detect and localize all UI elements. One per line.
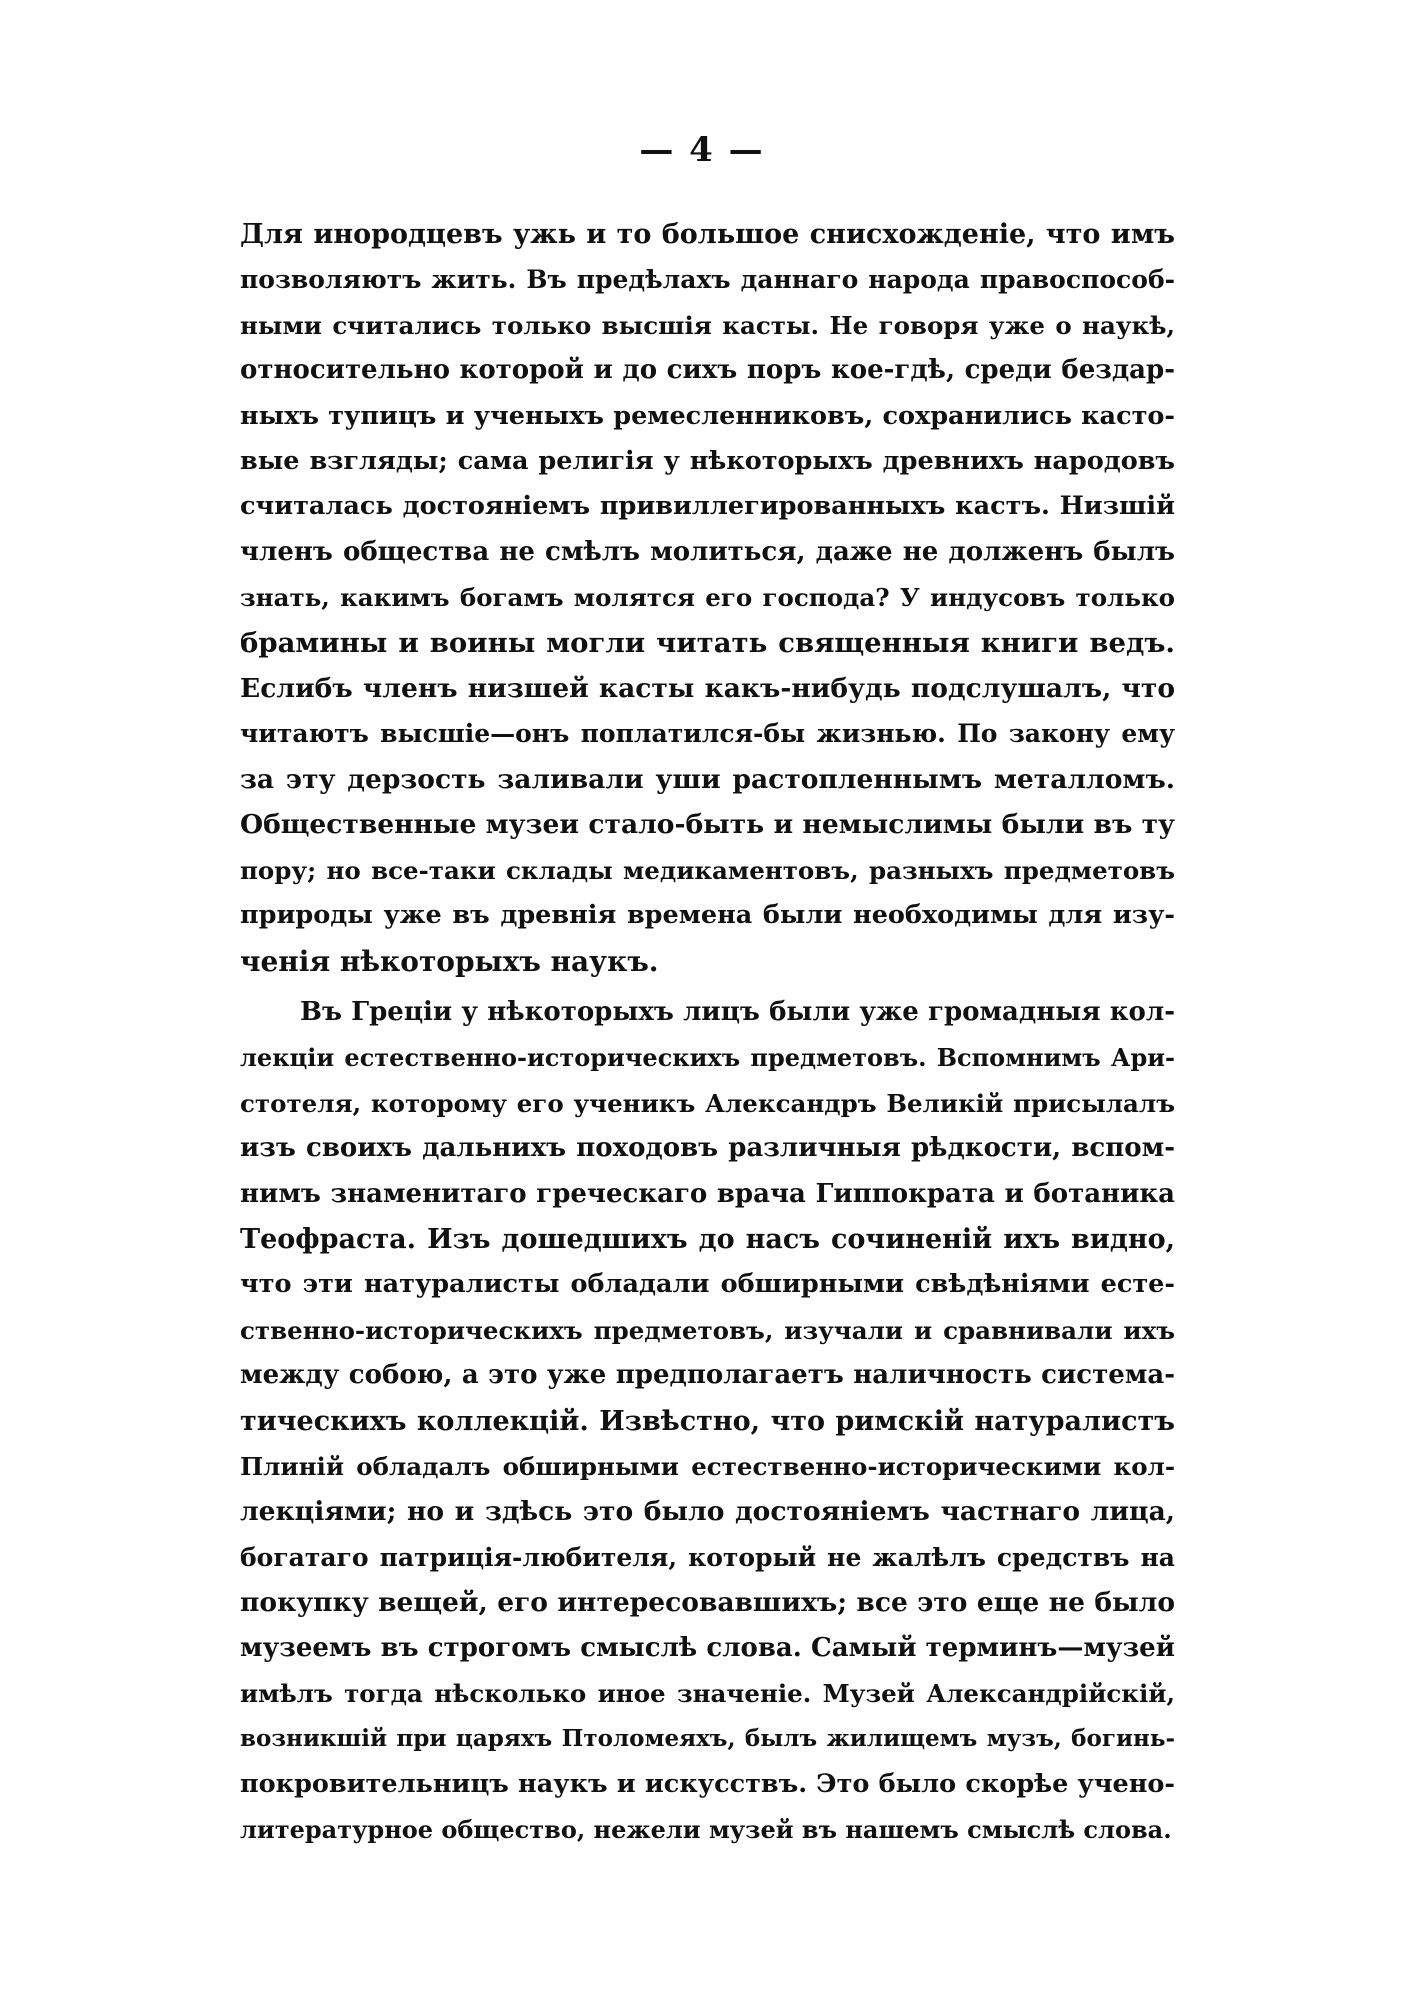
text-line: Для инородцевъ ужь и то большое снисхожденіе, что имъ [240, 219, 1175, 250]
page-number: — 4 — [639, 130, 765, 170]
text-line: имѣлъ тогда нѣсколько иное значеніе. Музей Александрійскій, [240, 1679, 1175, 1708]
text-line: Плиній обладалъ обширными естественно-историческими кол- [240, 1451, 1175, 1481]
text-line: нимъ знаменитаго греческаго врача Гиппократа и ботаника [240, 1178, 1175, 1209]
text-line: пору; но все-таки склады медикаментовъ, разныхъ предметовъ [240, 855, 1175, 885]
text-line: тическихъ коллекцій. Извѣстно, что римскій натуралистъ [240, 1405, 1175, 1437]
text-line: ственно-историческихъ предметовъ, изучали и сравнивали ихъ [240, 1315, 1175, 1345]
text-line: между собою, а это уже предполагаетъ наличность система- [240, 1360, 1175, 1391]
text-line: брамины и воины могли читать священныя книги ведъ. [240, 626, 1175, 659]
text-line: считалась достояніемъ привиллегированныхъ кастъ. Низшій [240, 491, 1175, 522]
text-line: покровительницъ наукъ и искусствъ. Это было скорѣе учено- [240, 1768, 1175, 1799]
text-line: изъ своихъ дальнихъ походовъ различныя рѣдкости, вспом- [240, 1133, 1175, 1164]
text-line: вые взгляды; сама религія у нѣкоторыхъ древнихъ народовъ [240, 446, 1175, 477]
text-line: знать, какимъ богамъ молятся его господа? У индусовъ только [240, 583, 1175, 613]
text-line: природы уже въ древнія времена были необходимы для изу- [240, 900, 1175, 931]
text-line: лекціи естественно-историческихъ предметовъ. Вспомнимъ Ари- [240, 1043, 1175, 1073]
text-line: покупку вещей, его интересовавшихъ; все это еще не было [240, 1587, 1175, 1619]
text-line: стотеля, которому его ученикъ Александръ Великій присылалъ [240, 1088, 1175, 1118]
text-line: читаютъ высшіе—онъ поплатился-бы жизнью. По закону ему [240, 719, 1175, 749]
paragraph-1 [240, 212, 1175, 984]
text-line: ченія нѣкоторыхъ наукъ. [240, 944, 659, 978]
text-line: позволяютъ жить. Въ предѣлахъ даннаго народа правоспособ- [240, 265, 1175, 295]
text-line: относительно которой и до сихъ поръ кое-гдѣ, среди бездар- [240, 355, 1175, 386]
text-line: ными считались только высшія касты. Не говоря уже о наукѣ, [240, 310, 1175, 340]
text-line: Общественные музеи стало-быть и немыслимы были въ ту [240, 809, 1175, 841]
text-line: Теофраста. Изъ дошедшихъ до насъ сочиненій ихъ видно, [240, 1223, 1175, 1255]
text-line: ныхъ тупицъ и ученыхъ ремесленниковъ, сохранились касто- [240, 400, 1175, 431]
text-line: литературное общество, нежели музей въ нашемъ смыслѣ слова. [240, 1815, 1172, 1845]
text-line: лекціями; но и здѣсь это было достояніемъ частнаго лица, [240, 1496, 1175, 1528]
text-line: возникшій при царяхъ Птоломеяхъ, былъ жилищемъ музъ, богинь- [240, 1725, 1175, 1753]
text-line: Еслибъ членъ низшей касты какъ-нибудь подслушалъ, что [240, 673, 1175, 705]
text-line: что эти натуралисты обладали обширными свѣдѣніями есте- [240, 1269, 1175, 1300]
text-line: богатаго патриція-любителя, который не жалѣлъ средствъ на [240, 1542, 1175, 1572]
text-line: за эту дерзость заливали уши растопленнымъ металломъ. [240, 763, 1175, 795]
paragraph-2 [240, 990, 1175, 1853]
text-line: музеемъ въ строгомъ смыслѣ слова. Самый терминъ—музей [240, 1632, 1175, 1663]
body-text [240, 212, 1175, 1853]
text-line: членъ общества не смѣлъ молиться, даже не долженъ былъ [240, 536, 1175, 567]
text-line: Въ Греціи у нѣкоторыхъ лицъ были уже громадныя кол- [300, 996, 1175, 1027]
